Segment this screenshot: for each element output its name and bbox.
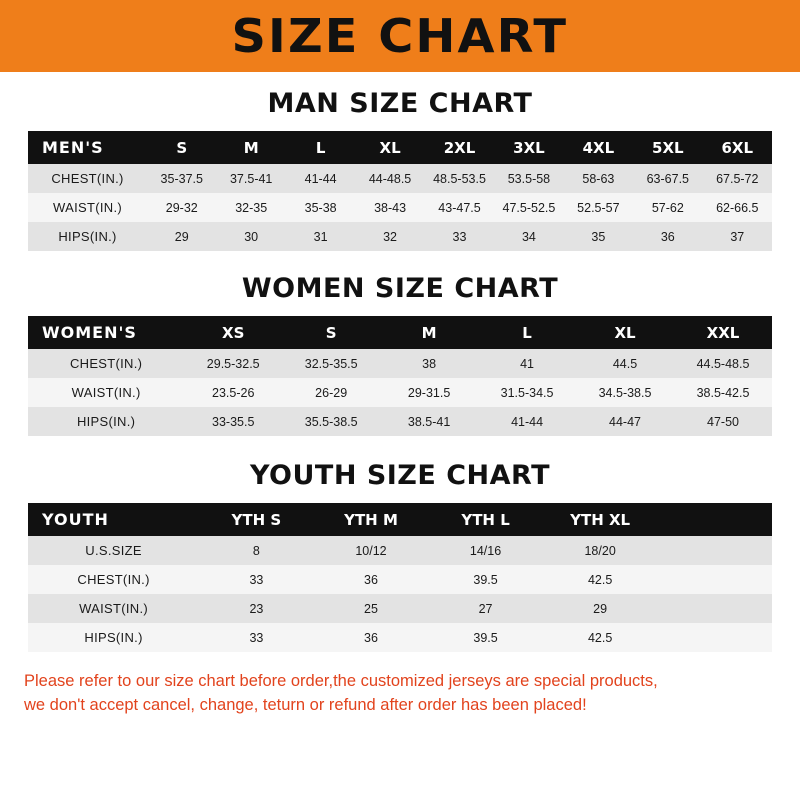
table-cell: 44.5	[612, 356, 638, 371]
table-cell: 36	[364, 630, 378, 645]
disclaimer-note	[24, 670, 776, 718]
table-cell: 18/20	[584, 543, 616, 558]
column-header: MEN'S	[42, 138, 104, 157]
row-header: CHEST(IN.)	[51, 171, 124, 186]
table-header-row	[28, 503, 772, 536]
table-cell: 8	[252, 543, 260, 558]
row-header: CHEST(IN.)	[69, 356, 143, 371]
table-row	[28, 565, 772, 594]
table-cell: 37.5-41	[229, 171, 273, 186]
table-cell: 36	[660, 229, 675, 244]
column-header: YTH L	[461, 510, 510, 529]
table-cell: 47-50	[707, 414, 739, 429]
table-cell: 44-47	[609, 414, 642, 429]
table-cell: 10/12	[355, 543, 387, 558]
column-header: 6XL	[721, 138, 754, 157]
row-header: HIPS(IN.)	[84, 630, 143, 645]
row-header: HIPS(IN.)	[58, 229, 117, 244]
row-header: WAIST(IN.)	[71, 385, 141, 400]
table-cell: 33	[249, 630, 264, 645]
table-cell: 33	[452, 229, 467, 244]
man-section-title: MAN SIZE CHART	[267, 88, 533, 119]
table-row	[28, 349, 772, 378]
youth-table-wrap	[28, 503, 772, 652]
table-cell: 38-43	[374, 200, 407, 215]
table-cell: 27	[478, 601, 493, 616]
youth-section-title: YOUTH SIZE CHART	[249, 460, 551, 491]
table-cell: 38.5-42.5	[696, 385, 750, 400]
column-header: YTH S	[231, 510, 282, 529]
table-cell: 37	[730, 229, 745, 244]
table-cell: 43-47.5	[438, 200, 481, 215]
table-cell: 14/16	[469, 543, 502, 558]
table-cell: 38	[422, 356, 437, 371]
row-header: CHEST(IN.)	[77, 572, 150, 587]
column-header: 2XL	[443, 138, 476, 157]
table-cell: 35	[591, 229, 606, 244]
table-cell: 39.5	[473, 572, 498, 587]
table-cell: 23.5-26	[212, 385, 255, 400]
table-cell: 42.5	[587, 572, 613, 587]
table-cell: 41-44	[511, 414, 544, 429]
column-header: L	[315, 138, 326, 157]
table-row	[28, 222, 772, 251]
column-header: S	[325, 323, 337, 342]
row-header: U.S.SIZE	[85, 543, 142, 558]
column-header: XXL	[706, 323, 740, 342]
table-cell: 67.5-72	[716, 171, 759, 186]
row-header: WAIST(IN.)	[53, 200, 122, 215]
table-cell: 34.5-38.5	[598, 385, 652, 400]
table-cell: 32-35	[235, 200, 268, 215]
table-cell: 63-67.5	[646, 171, 690, 186]
table-cell: 34	[521, 229, 536, 244]
table-cell: 30	[244, 229, 259, 244]
table-row	[28, 623, 772, 652]
column-header: XS	[222, 323, 245, 342]
table-row	[28, 378, 772, 407]
table-cell: 41	[520, 356, 535, 371]
table-cell: 32	[383, 229, 398, 244]
table-cell: 41-44	[304, 171, 337, 186]
table-cell: 23	[249, 601, 264, 616]
man-table-wrap	[28, 131, 772, 251]
table-cell: 57-62	[651, 200, 684, 215]
column-header: YTH M	[344, 510, 398, 529]
page-title: SIZE CHART	[231, 9, 569, 63]
table-cell: 31.5-34.5	[500, 385, 554, 400]
women-table-wrap	[28, 316, 772, 436]
table-cell: 47.5-52.5	[502, 200, 556, 215]
table-cell: 53.5-58	[507, 171, 551, 186]
table-row	[28, 164, 772, 193]
table-cell: 33	[249, 572, 264, 587]
table-cell	[657, 536, 772, 565]
table-cell	[657, 594, 772, 623]
table-cell: 26-29	[315, 385, 348, 400]
table-cell: 25	[364, 601, 378, 616]
table-row	[28, 536, 772, 565]
table-cell: 29-32	[165, 200, 198, 215]
table-cell: 35.5-38.5	[304, 414, 358, 429]
table-cell: 33-35.5	[212, 414, 255, 429]
table-cell: 44.5-48.5	[696, 356, 750, 371]
women-size-table	[28, 316, 772, 436]
table-cell: 48.5-53.5	[433, 171, 486, 186]
table-cell	[657, 623, 772, 652]
table-row	[28, 193, 772, 222]
table-row	[28, 594, 772, 623]
table-cell: 39.5	[473, 630, 498, 645]
table-cell: 29	[593, 601, 608, 616]
row-header: HIPS(IN.)	[76, 414, 136, 429]
table-cell: 29-31.5	[407, 385, 451, 400]
table-cell: 35-37.5	[160, 171, 203, 186]
table-cell: 35-38	[304, 200, 337, 215]
disclaimer-line-1: Please refer to our size chart before order,the customized jerseys are special products,	[24, 672, 658, 690]
table-cell: 31	[313, 229, 328, 244]
column-header: XL	[379, 138, 401, 157]
column-header: 5XL	[652, 138, 684, 157]
row-header: WAIST(IN.)	[79, 601, 149, 616]
table-cell: 38.5-41	[407, 414, 451, 429]
column-header: M	[243, 138, 259, 157]
column-header: YTH XL	[570, 510, 631, 529]
table-cell: 42.5	[587, 630, 613, 645]
column-header: XL	[614, 323, 636, 342]
table-cell: 44-48.5	[368, 171, 412, 186]
table-cell: 58-63	[582, 171, 615, 186]
column-header: 3XL	[513, 138, 545, 157]
column-header: WOMEN'S	[42, 323, 137, 342]
table-cell	[657, 565, 772, 594]
youth-size-table	[28, 503, 772, 652]
table-cell: 52.5-57	[577, 200, 620, 215]
table-row	[28, 407, 772, 436]
column-header: YOUTH	[42, 510, 109, 529]
table-cell: 32.5-35.5	[304, 356, 358, 371]
column-header: L	[522, 323, 532, 342]
column-header: 4XL	[582, 138, 615, 157]
table-header-row	[28, 316, 772, 349]
header-banner	[0, 0, 800, 72]
column-header: S	[176, 138, 188, 157]
women-section-title: WOMEN SIZE CHART	[241, 273, 559, 304]
disclaimer-line-2: we don't accept cancel, change, teturn or refund after order has been placed!	[24, 695, 587, 714]
man-size-table	[28, 131, 772, 251]
table-cell: 29.5-32.5	[206, 356, 260, 371]
table-cell: 36	[364, 572, 378, 587]
column-header: M	[421, 323, 437, 342]
table-cell: 62-66.5	[716, 200, 759, 215]
column-header	[657, 503, 772, 536]
table-cell: 29	[174, 229, 189, 244]
table-header-row	[28, 131, 772, 164]
